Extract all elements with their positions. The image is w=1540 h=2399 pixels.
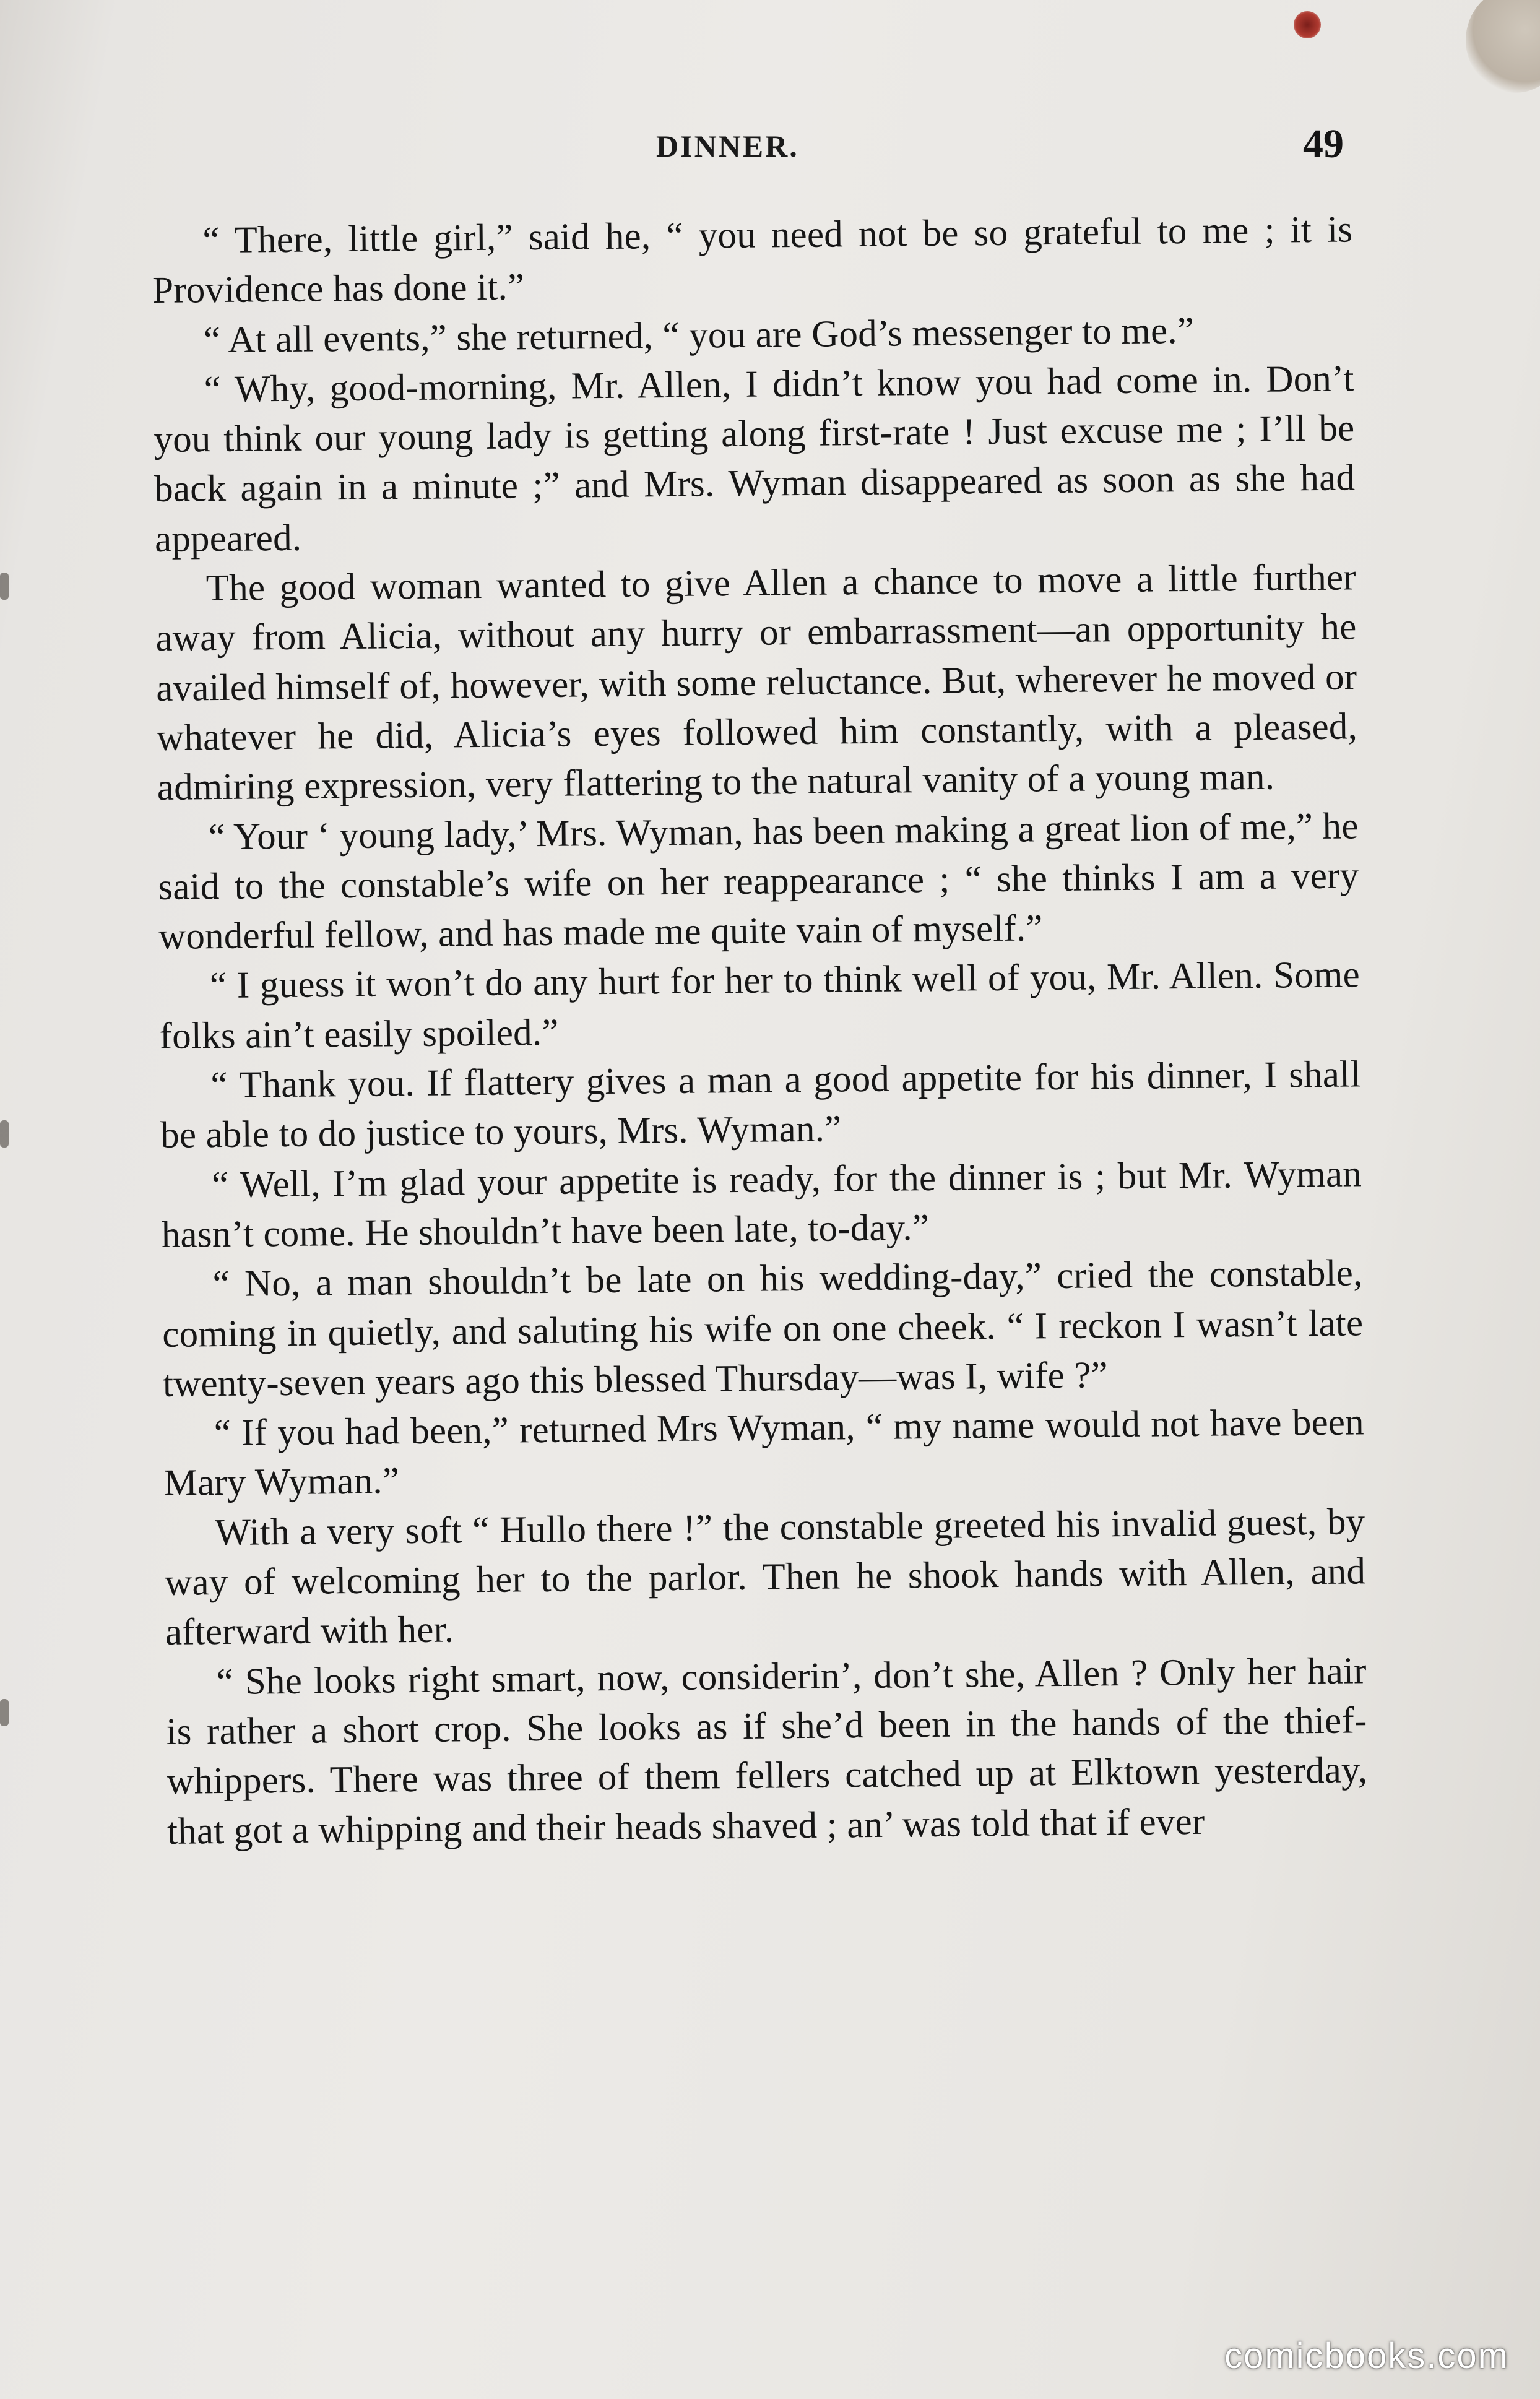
paragraph: “ Why, good-morning, Mr. Allen, I didn’t know you had come in. Don’t you think our young lady is getting along first-rate ! Just excuse me ; I’ll be back again in a minute ;” and Mrs. Wyman disappeared as soon as she had appeared.	[154, 358, 1356, 560]
binding-hole	[0, 573, 9, 600]
paragraph: “ If you had been,” returned Mrs Wyman, “ my name would not have been Mary Wyman.”	[163, 1401, 1365, 1505]
binding-hole	[0, 1699, 9, 1726]
paragraph: “ There, little girl,” said he, “ you need not be so grateful to me ; it is Providence has done it.”	[152, 209, 1353, 312]
paragraph: With a very soft “ Hullo there !” the constable greeted his invalid guest, by way of welcoming her to the parlor. Then he shook hands with Allen, and afterward with her.	[164, 1501, 1366, 1654]
running-title: DINNER.	[656, 129, 799, 163]
paragraph: “ At all events,” she returned, “ you are God’s messenger to me.”	[203, 309, 1195, 361]
paragraph: “ She looks right smart, now, considerin’, don’t she, Allen ? Only her hair is rather a short crop. She looks as if she’d been in the hands of the thief-whippers. There was three of them fellers catched up at Elktown yesterday, that got a whipping and their heads shaved ; an’ was told that if ever	[166, 1649, 1368, 1852]
paragraph: The good woman wanted to give Allen a chance to move a little further away from Alicia, without any hurry or embarrassment—an opportunity he availed himself of, however, with some reluctance. But, wherever he moved or whatever he did, Alicia’s eyes followed him constantly, with a pleased, admiring expression, very flattering to the natural vanity of a young man.	[155, 556, 1358, 809]
site-watermark: comicbooks.com	[1224, 2336, 1509, 2376]
page-header	[0, 121, 1540, 176]
paragraph: “ Thank you. If flattery gives a man a good appetite for his dinner, I shall be able to do justice to yours, Mrs. Wyman.”	[160, 1053, 1361, 1157]
ink-stain	[1294, 11, 1321, 38]
page-number: 49	[1303, 121, 1344, 166]
paragraph: “ I guess it won’t do any hurt for her to think well of you, Mr. Allen. Some folks ain’t easily spoiled.”	[159, 954, 1360, 1057]
paragraph: “ No, a man shouldn’t be late on his wedding-day,” cried the constable, coming in quietly, and saluting his wife on one cheek. “ I reckon I wasn’t late twenty-seven years ago this blessed Thursday—was I, wife ?”	[162, 1252, 1364, 1405]
binding-hole	[0, 1120, 9, 1148]
page-corner-curl	[1466, 0, 1540, 93]
page-body-text	[152, 205, 1372, 2240]
paragraph: “ Your ‘ young lady,’ Mrs. Wyman, has been making a great lion of me,” he said to the constable’s wife on her reappearance ; “ she thinks I am a very wonderful fellow, and has made me quite vain of myself.”	[158, 805, 1359, 958]
paragraph: “ Well, I’m glad your appetite is ready, for the dinner is ; but Mr. Wyman hasn’t come. He shouldn’t have been late, to-day.”	[161, 1152, 1362, 1256]
